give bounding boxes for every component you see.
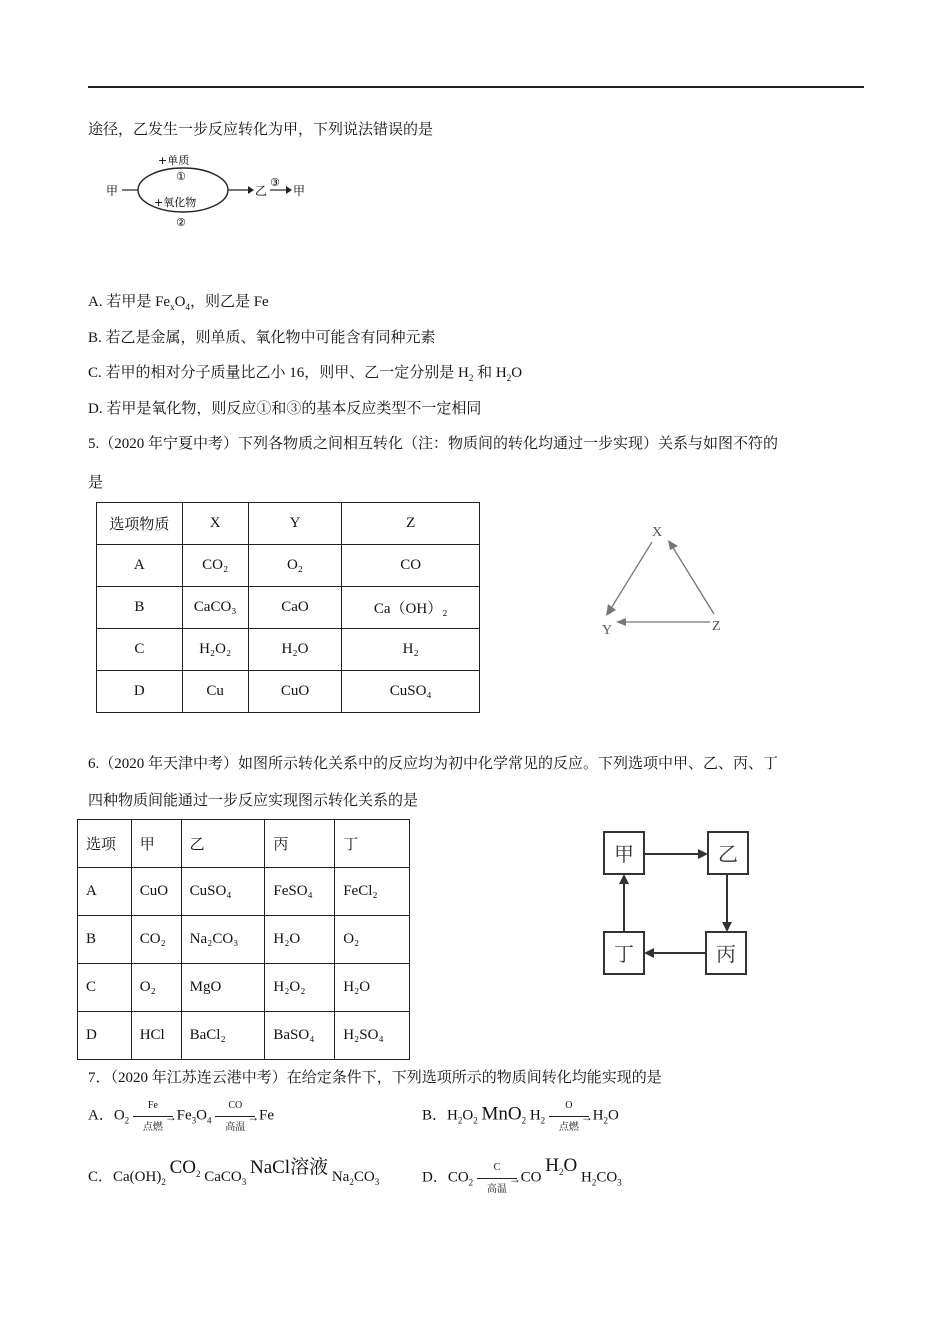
table-cell: HCl [131, 1012, 181, 1060]
table-cell: B [78, 916, 132, 964]
table-row [97, 671, 480, 713]
table-cell: H₂ [342, 629, 480, 671]
q4-option-a: A. 若甲是 $Fe_xO_4$，则乙是 Fe [88, 294, 269, 312]
q7-a-arrow-fe: Fe → 点燃 [133, 1102, 173, 1130]
table-cell: CaCO₃ [182, 587, 248, 629]
table-cell: CaO [248, 587, 342, 629]
q7-stem: 7．（2020 年江苏连云港中考）在给定条件下，下列选项所示的物质间转化均能实现的是 [88, 1070, 662, 1086]
table-cell: O₂ [335, 916, 410, 964]
table-cell: H₂O₂ [265, 964, 335, 1012]
table-cell: BaSO₄ [265, 1012, 335, 1060]
table-cell: D [78, 1012, 132, 1060]
q6-th-option: 选项 [78, 820, 132, 868]
table-cell: H₂O [248, 629, 342, 671]
q5-x-label: X [652, 525, 663, 540]
table-cell: B [97, 587, 183, 629]
q4-intro: 途径，乙发生一步反应转化为甲，下列说法错误的是 [88, 122, 434, 138]
table-cell: H₂O₂ [182, 629, 248, 671]
table-row [97, 587, 480, 629]
table-cell: A [97, 545, 183, 587]
table-cell: C [78, 964, 132, 1012]
q5-y-label: Y [602, 623, 613, 638]
q6-box-jia: 甲 [614, 842, 634, 866]
table-row [97, 545, 480, 587]
q6-table [77, 819, 410, 1060]
q7-b-arrow-o2: O → 点燃 [549, 1102, 589, 1130]
table-cell: C [97, 629, 183, 671]
table-row [78, 964, 410, 1012]
table-cell: H₂O [265, 916, 335, 964]
table-cell: CO₂ [131, 916, 181, 964]
table-cell: H₂SO₄ [335, 1012, 410, 1060]
q7-option-d: D．$CO_2$ C → 高温 CO $H_2O$ $H_2CO_3$ [422, 1155, 622, 1195]
q4-option-c: C. 若甲的相对分子质量比乙小 16，则甲、乙一定分别是 $H_2$ 和 $H_2O$ [88, 365, 523, 383]
q5-th-z: Z [342, 503, 480, 545]
table-cell: BaCl₂ [181, 1012, 265, 1060]
table-cell: FeSO₄ [265, 868, 335, 916]
q7-d-arrow-c: C → 高温 [477, 1164, 517, 1192]
table-row [78, 868, 410, 916]
q4-diagram [100, 148, 320, 232]
q6-th-bing: 丙 [265, 820, 335, 868]
table-row [78, 916, 410, 964]
q7-option-b: B．$H_2O_2$ MnO$_2$ $H_2$ O → 点燃 $H_2O$ [422, 1100, 619, 1133]
table-cell: O₂ [131, 964, 181, 1012]
table-cell: CuSO₄ [181, 868, 265, 916]
q7-option-a: A．$O_2$ Fe → 点燃 $Fe_3O_4$ CO → 高温 Fe [88, 1100, 275, 1133]
q5-triangle-diagram [596, 518, 736, 638]
q4-circle-1: ① [176, 170, 186, 183]
q6-box-diagram [600, 828, 752, 978]
table-cell: MgO [181, 964, 265, 1012]
q4-jia-right: 甲 [293, 184, 306, 198]
q5-z-label: Z [712, 619, 721, 634]
table-cell: CuO [131, 868, 181, 916]
q7-option-c: C．$Ca(OH)_2$ $CO_2$ CaCO$_3$ NaCl溶液 $Na_2CO_3$ [88, 1157, 380, 1187]
q5-stem-line2: 是 [88, 475, 104, 491]
q7-a-arrow-co: CO → 高温 [215, 1102, 255, 1130]
table-cell: D [97, 671, 183, 713]
table-cell: CuO [248, 671, 342, 713]
q5-table-header [97, 503, 480, 545]
q5-table [96, 502, 480, 713]
table-cell: FeCl₂ [335, 868, 410, 916]
q6-box-yi: 乙 [718, 842, 738, 866]
q4-top-label: +单质 [158, 154, 190, 167]
table-cell: O₂ [248, 545, 342, 587]
table-cell: CO₂ [182, 545, 248, 587]
table-cell: Cu [182, 671, 248, 713]
q6-box-bing: 丙 [716, 942, 736, 966]
q4-circle-3: ③ [270, 176, 280, 189]
q6-box-ding: 丁 [614, 942, 634, 966]
header-rule [88, 86, 864, 88]
table-row [97, 629, 480, 671]
q6-table-header [78, 820, 410, 868]
table-cell: CO [342, 545, 480, 587]
table-cell: Ca（OH）₂ [342, 587, 480, 629]
q5-th-y: Y [248, 503, 342, 545]
q6-th-yi: 乙 [181, 820, 265, 868]
table-cell: A [78, 868, 132, 916]
q6-th-ding: 丁 [335, 820, 410, 868]
q6-th-jia: 甲 [131, 820, 181, 868]
q4-option-d: D. 若甲是氧化物，则反应①和③的基本反应类型不一定相同 [88, 401, 482, 417]
q4-option-b: B. 若乙是金属，则单质、氧化物中可能含有同种元素 [88, 330, 436, 346]
q6-stem-line2: 四种物质间能通过一步反应实现图示转化关系的是 [88, 793, 419, 809]
q4-yi: 乙 [255, 184, 268, 198]
q6-stem-line1: 6.（2020 年天津中考）如图所示转化关系中的反应均为初中化学常见的反应。下列选项中甲、乙、丙、丁 [88, 756, 779, 772]
q5-stem-line1: 5.（2020 年宁夏中考）下列各物质之间相互转化（注：物质间的转化均通过一步实现）关系与如图不符的 [88, 436, 779, 452]
table-cell: H₂O [335, 964, 410, 1012]
q4-jia-left: 甲 [106, 184, 119, 198]
q4-circle-2: ② [176, 216, 186, 229]
q5-th-option: 选项物质 [97, 503, 183, 545]
table-cell: CuSO₄ [342, 671, 480, 713]
table-row [78, 1012, 410, 1060]
q4-mid-label: +氧化物 [154, 196, 197, 209]
table-cell: Na₂CO₃ [181, 916, 265, 964]
q5-th-x: X [182, 503, 248, 545]
